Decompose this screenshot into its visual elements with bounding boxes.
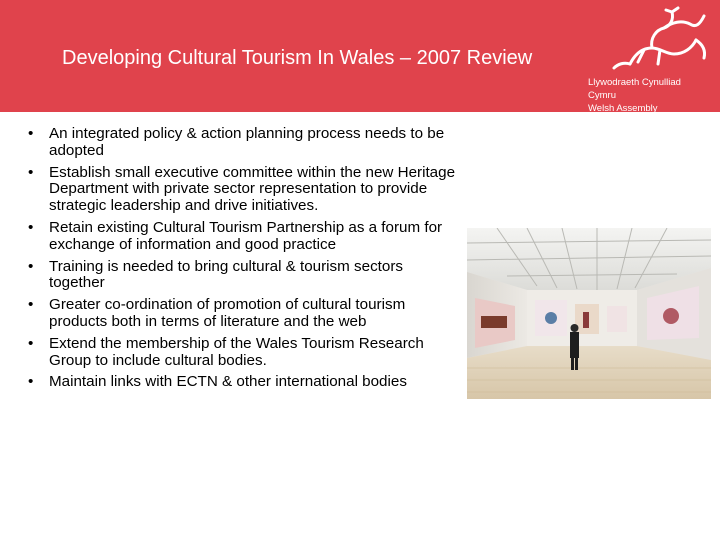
header-banner xyxy=(0,0,720,127)
bullet-icon: • xyxy=(28,218,34,236)
list-item-text: Extend the membership of the Wales Tourism Research Group to include cultural bodies. xyxy=(49,334,424,369)
list-item xyxy=(28,336,458,370)
list-item xyxy=(28,297,458,331)
bullet-icon: • xyxy=(28,125,34,142)
bullet-icon: • xyxy=(28,373,34,391)
bullet-icon: • xyxy=(28,334,34,352)
list-item-text: Training is needed to bring cultural & tourism sectors together xyxy=(49,257,403,292)
list-item xyxy=(28,126,458,160)
logo-line-english: Welsh Assembly Government xyxy=(588,103,658,127)
list-item xyxy=(28,374,458,391)
gallery-photo xyxy=(467,228,711,399)
bullet-list xyxy=(28,126,458,396)
list-item-text: Retain existing Cultural Tourism Partnership as a forum for exchange of information and good practice xyxy=(49,218,443,253)
government-logo-text xyxy=(588,76,706,128)
list-item xyxy=(28,220,458,254)
list-item xyxy=(28,259,458,293)
bullet-icon: • xyxy=(28,257,34,275)
list-item-text: Greater co-ordination of promotion of cultural tourism products both in terms of literature and the web xyxy=(49,296,406,330)
bullet-icon: • xyxy=(28,163,34,181)
bullet-icon: • xyxy=(28,296,34,314)
list-item-text: Maintain links with ECTN & other international bodies xyxy=(49,373,407,391)
welsh-dragon-logo-icon xyxy=(600,4,712,74)
list-item xyxy=(28,165,458,215)
list-item-text: An integrated policy & action planning process needs to be adopted xyxy=(49,125,445,159)
list-item-text: Establish small executive committee within the new Heritage Department with private sector representation to provide strategic leadership and drive initiatives. xyxy=(49,163,456,215)
logo-line-welsh: Llywodraeth Cynulliad Cymru xyxy=(588,77,681,101)
slide-title: Developing Cultural Tourism In Wales – 2007 Review xyxy=(62,47,533,69)
